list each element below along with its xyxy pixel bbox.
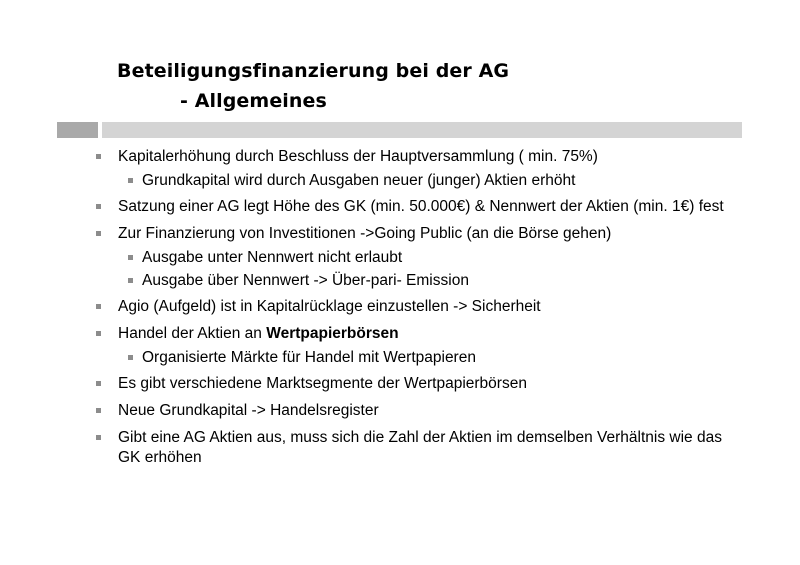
list-item bbox=[94, 171, 734, 191]
list-item-text: Es gibt verschiedene Marktsegmente der Wertpapierbörsen bbox=[118, 375, 527, 392]
square-bullet-icon bbox=[96, 304, 101, 309]
list-item-text: Kapitalerhöhung durch Beschluss der Hauptversammlung ( min. 75%) bbox=[118, 148, 598, 165]
square-bullet-icon bbox=[128, 178, 133, 183]
list-item-text: Ausgabe über Nennwert -> Über-pari- Emission bbox=[142, 272, 469, 289]
square-bullet-icon bbox=[96, 331, 101, 336]
list-item-text: Agio (Aufgeld) ist in Kapitalrücklage einzustellen -> Sicherheit bbox=[118, 298, 541, 315]
square-bullet-icon bbox=[96, 381, 101, 386]
square-bullet-icon bbox=[96, 408, 101, 413]
square-bullet-icon bbox=[96, 231, 101, 236]
slide-title-line1: Beteiligungsfinanzierung bei der AG bbox=[117, 60, 510, 82]
list-item-text: Zur Finanzierung von Investitionen ->Going Public (an die Börse gehen) bbox=[118, 225, 612, 242]
slide-title bbox=[117, 56, 509, 116]
list-item-text: Grundkapital wird durch Ausgaben neuer (junger) Aktien erhöht bbox=[142, 172, 576, 189]
list-item-text: Ausgabe unter Nennwert nicht erlaubt bbox=[142, 249, 403, 266]
list-item-bold-text: Wertpapierbörsen bbox=[266, 325, 399, 342]
list-item bbox=[94, 324, 734, 344]
bullet-list bbox=[94, 147, 734, 475]
list-item bbox=[94, 297, 734, 317]
list-item-text: Neue Grundkapital -> Handelsregister bbox=[118, 402, 379, 419]
square-bullet-icon bbox=[128, 355, 133, 360]
list-item-text: Handel der Aktien an bbox=[118, 325, 267, 342]
square-bullet-icon bbox=[128, 255, 133, 260]
header-bar-light bbox=[102, 122, 742, 138]
list-item-text: Gibt eine AG Aktien aus, muss sich die Zahl der Aktien im demselben Verhältnis wie das GK erhöhen bbox=[118, 429, 722, 466]
list-item bbox=[94, 401, 734, 421]
list-item bbox=[94, 224, 734, 244]
square-bullet-icon bbox=[128, 278, 133, 283]
list-item-text: Organisierte Märkte für Handel mit Wertpapieren bbox=[142, 349, 476, 366]
list-item bbox=[94, 348, 734, 368]
list-item bbox=[94, 374, 734, 394]
list-item bbox=[94, 248, 734, 268]
square-bullet-icon bbox=[96, 154, 101, 159]
list-item bbox=[94, 428, 734, 468]
header-bar-dark bbox=[57, 122, 98, 138]
square-bullet-icon bbox=[96, 435, 101, 440]
list-item bbox=[94, 147, 734, 167]
slide-title-line2: - Allgemeines bbox=[180, 90, 327, 112]
list-item bbox=[94, 197, 734, 217]
list-item-text: Satzung einer AG legt Höhe des GK (min. 50.000€) & Nennwert der Aktien (min. 1€) fest bbox=[118, 198, 724, 215]
square-bullet-icon bbox=[96, 204, 101, 209]
list-item bbox=[94, 271, 734, 291]
